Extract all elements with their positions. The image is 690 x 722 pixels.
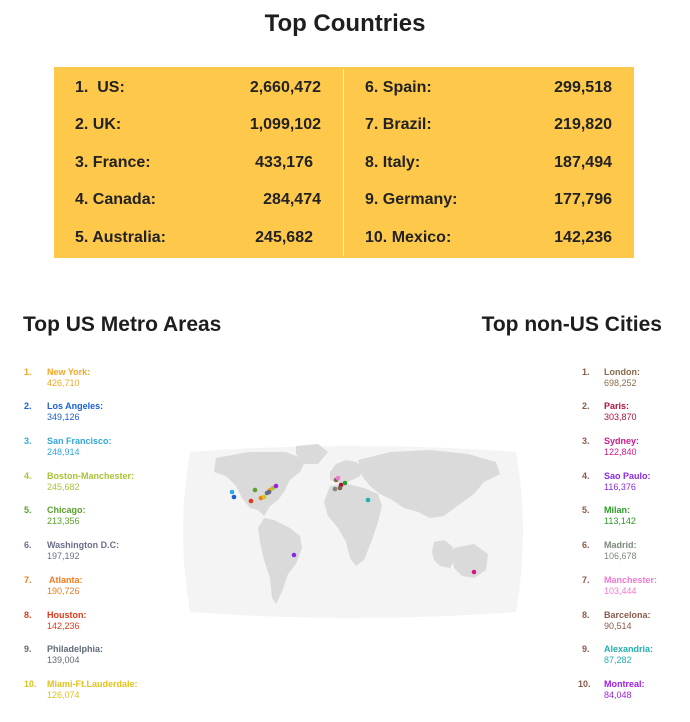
- city-rank: 3.: [582, 436, 590, 446]
- map-marker: [267, 490, 272, 495]
- country-value: 299,518: [554, 79, 612, 96]
- country-value: 433,176: [255, 154, 313, 171]
- metro-rank: 6.: [24, 540, 32, 550]
- page-title: Top Countries: [264, 10, 426, 37]
- metro-name: Houston:: [47, 610, 87, 620]
- map-marker: [338, 486, 343, 491]
- country-row: [54, 116, 343, 140]
- metro-count: 349,126: [47, 412, 80, 422]
- top-countries-panel: [54, 67, 634, 258]
- country-name: 7. Brazil:: [365, 116, 432, 133]
- metro-count: 126,074: [47, 690, 80, 700]
- country-row: [54, 191, 343, 215]
- city-name: Sydney:: [604, 436, 640, 446]
- metro-count: 426,710: [47, 378, 80, 388]
- city-count: 103,444: [604, 586, 637, 596]
- map-marker: [336, 476, 341, 481]
- map-marker: [232, 495, 237, 500]
- country-name: 5. Australia:: [75, 229, 166, 246]
- metro-rank: 4.: [24, 471, 32, 481]
- city-count: 90,514: [604, 621, 632, 631]
- country-name: 10. Mexico:: [365, 229, 452, 246]
- metro-name: Philadelphia:: [47, 644, 104, 654]
- city-name: Barcelona:: [604, 610, 651, 620]
- metro-name: Boston-Manchester:: [47, 471, 135, 481]
- city-count: 116,376: [604, 482, 636, 492]
- metro-rank: 1.: [24, 367, 32, 377]
- map-marker: [249, 499, 254, 504]
- country-value: 187,494: [554, 154, 612, 171]
- map-marker: [262, 495, 267, 500]
- map-marker: [472, 570, 477, 575]
- city-rank: 2.: [582, 401, 590, 411]
- metro-section-title: Top US Metro Areas: [23, 313, 222, 336]
- city-name: Paris:: [604, 401, 630, 411]
- metro-count: 245,682: [47, 482, 80, 492]
- country-row: [344, 229, 634, 253]
- city-count: 106,678: [604, 551, 637, 561]
- country-row: [344, 79, 634, 103]
- country-name: 9. Germany:: [365, 191, 458, 208]
- metro-rank: 3.: [24, 436, 32, 446]
- city-rank: 7.: [582, 575, 590, 585]
- metro-count: 197,192: [47, 551, 80, 561]
- city-rank: 8.: [582, 610, 590, 620]
- map-marker: [274, 484, 279, 489]
- city-name: London:: [604, 367, 640, 377]
- country-value: 1,099,102: [249, 116, 321, 133]
- metro-name: Atlanta:: [49, 575, 83, 585]
- country-value: 177,796: [554, 191, 612, 208]
- city-name: Milan:: [604, 505, 630, 515]
- metro-rank: 7.: [24, 575, 32, 585]
- city-name: Alexandria:: [604, 644, 654, 654]
- country-row: [54, 154, 343, 178]
- metro-name: Chicago:: [47, 505, 86, 515]
- metro-name: Miami-Ft.Lauderdale:: [47, 679, 138, 689]
- top-countries-column-right: [344, 67, 634, 258]
- metro-name: New York:: [47, 367, 91, 377]
- metro-name: Washington D.C:: [47, 540, 120, 550]
- country-value: 2,660,472: [249, 79, 321, 96]
- map-marker: [333, 487, 338, 492]
- metro-count: 190,726: [47, 586, 80, 596]
- country-name: 8. Italy:: [365, 154, 421, 171]
- metro-count: 139,004: [47, 655, 80, 665]
- city-count: 698,252: [604, 378, 637, 388]
- city-name: Sao Paulo:: [604, 471, 651, 481]
- city-rank: 1.: [582, 367, 590, 377]
- metro-rank: 9.: [24, 644, 32, 654]
- country-name: 1. US:: [75, 79, 125, 96]
- metro-name: San Francisco:: [47, 436, 112, 446]
- world-map: [178, 442, 528, 622]
- country-name: 2. UK:: [75, 116, 122, 133]
- city-name: Montreal:: [604, 679, 645, 689]
- metro-rank: 2.: [24, 401, 32, 411]
- city-rank: 6.: [582, 540, 590, 550]
- metro-count: 142,236: [47, 621, 80, 631]
- metro-rank: 5.: [24, 505, 32, 515]
- country-row: [54, 79, 343, 103]
- country-row: [54, 229, 343, 253]
- map-marker: [230, 490, 235, 495]
- country-value: 284,474: [263, 191, 321, 208]
- country-row: [344, 154, 634, 178]
- metro-count: 213,356: [47, 516, 80, 526]
- country-value: 219,820: [554, 116, 612, 133]
- city-rank: 9.: [582, 644, 590, 654]
- metro-rank: 8.: [24, 610, 32, 620]
- map-marker: [343, 481, 348, 486]
- city-count: 122,840: [604, 447, 637, 457]
- city-count: 84,048: [604, 690, 632, 700]
- country-name: 6. Spain:: [365, 79, 432, 96]
- country-row: [344, 191, 634, 215]
- metro-name: Los Angeles:: [47, 401, 104, 411]
- map-marker: [366, 498, 371, 503]
- city-count: 87,282: [604, 655, 632, 665]
- country-value: 245,682: [255, 229, 313, 246]
- city-rank: 5.: [582, 505, 590, 515]
- city-rank: 10.: [578, 679, 591, 689]
- map-marker: [253, 488, 258, 493]
- country-value: 142,236: [554, 229, 612, 246]
- metro-count: 248,914: [47, 447, 80, 457]
- country-name: 4. Canada:: [75, 191, 156, 208]
- metro-rank: 10.: [24, 679, 37, 689]
- top-countries-column-left: [54, 67, 343, 258]
- city-count: 303,870: [604, 412, 637, 422]
- map-marker: [292, 553, 297, 558]
- country-row: [344, 116, 634, 140]
- cities-section-title: Top non-US Cities: [481, 313, 662, 336]
- city-name: Manchester:: [604, 575, 658, 585]
- city-name: Madrid:: [604, 540, 637, 550]
- city-count: 113,142: [604, 516, 636, 526]
- city-rank: 4.: [582, 471, 590, 481]
- country-name: 3. France:: [75, 154, 151, 171]
